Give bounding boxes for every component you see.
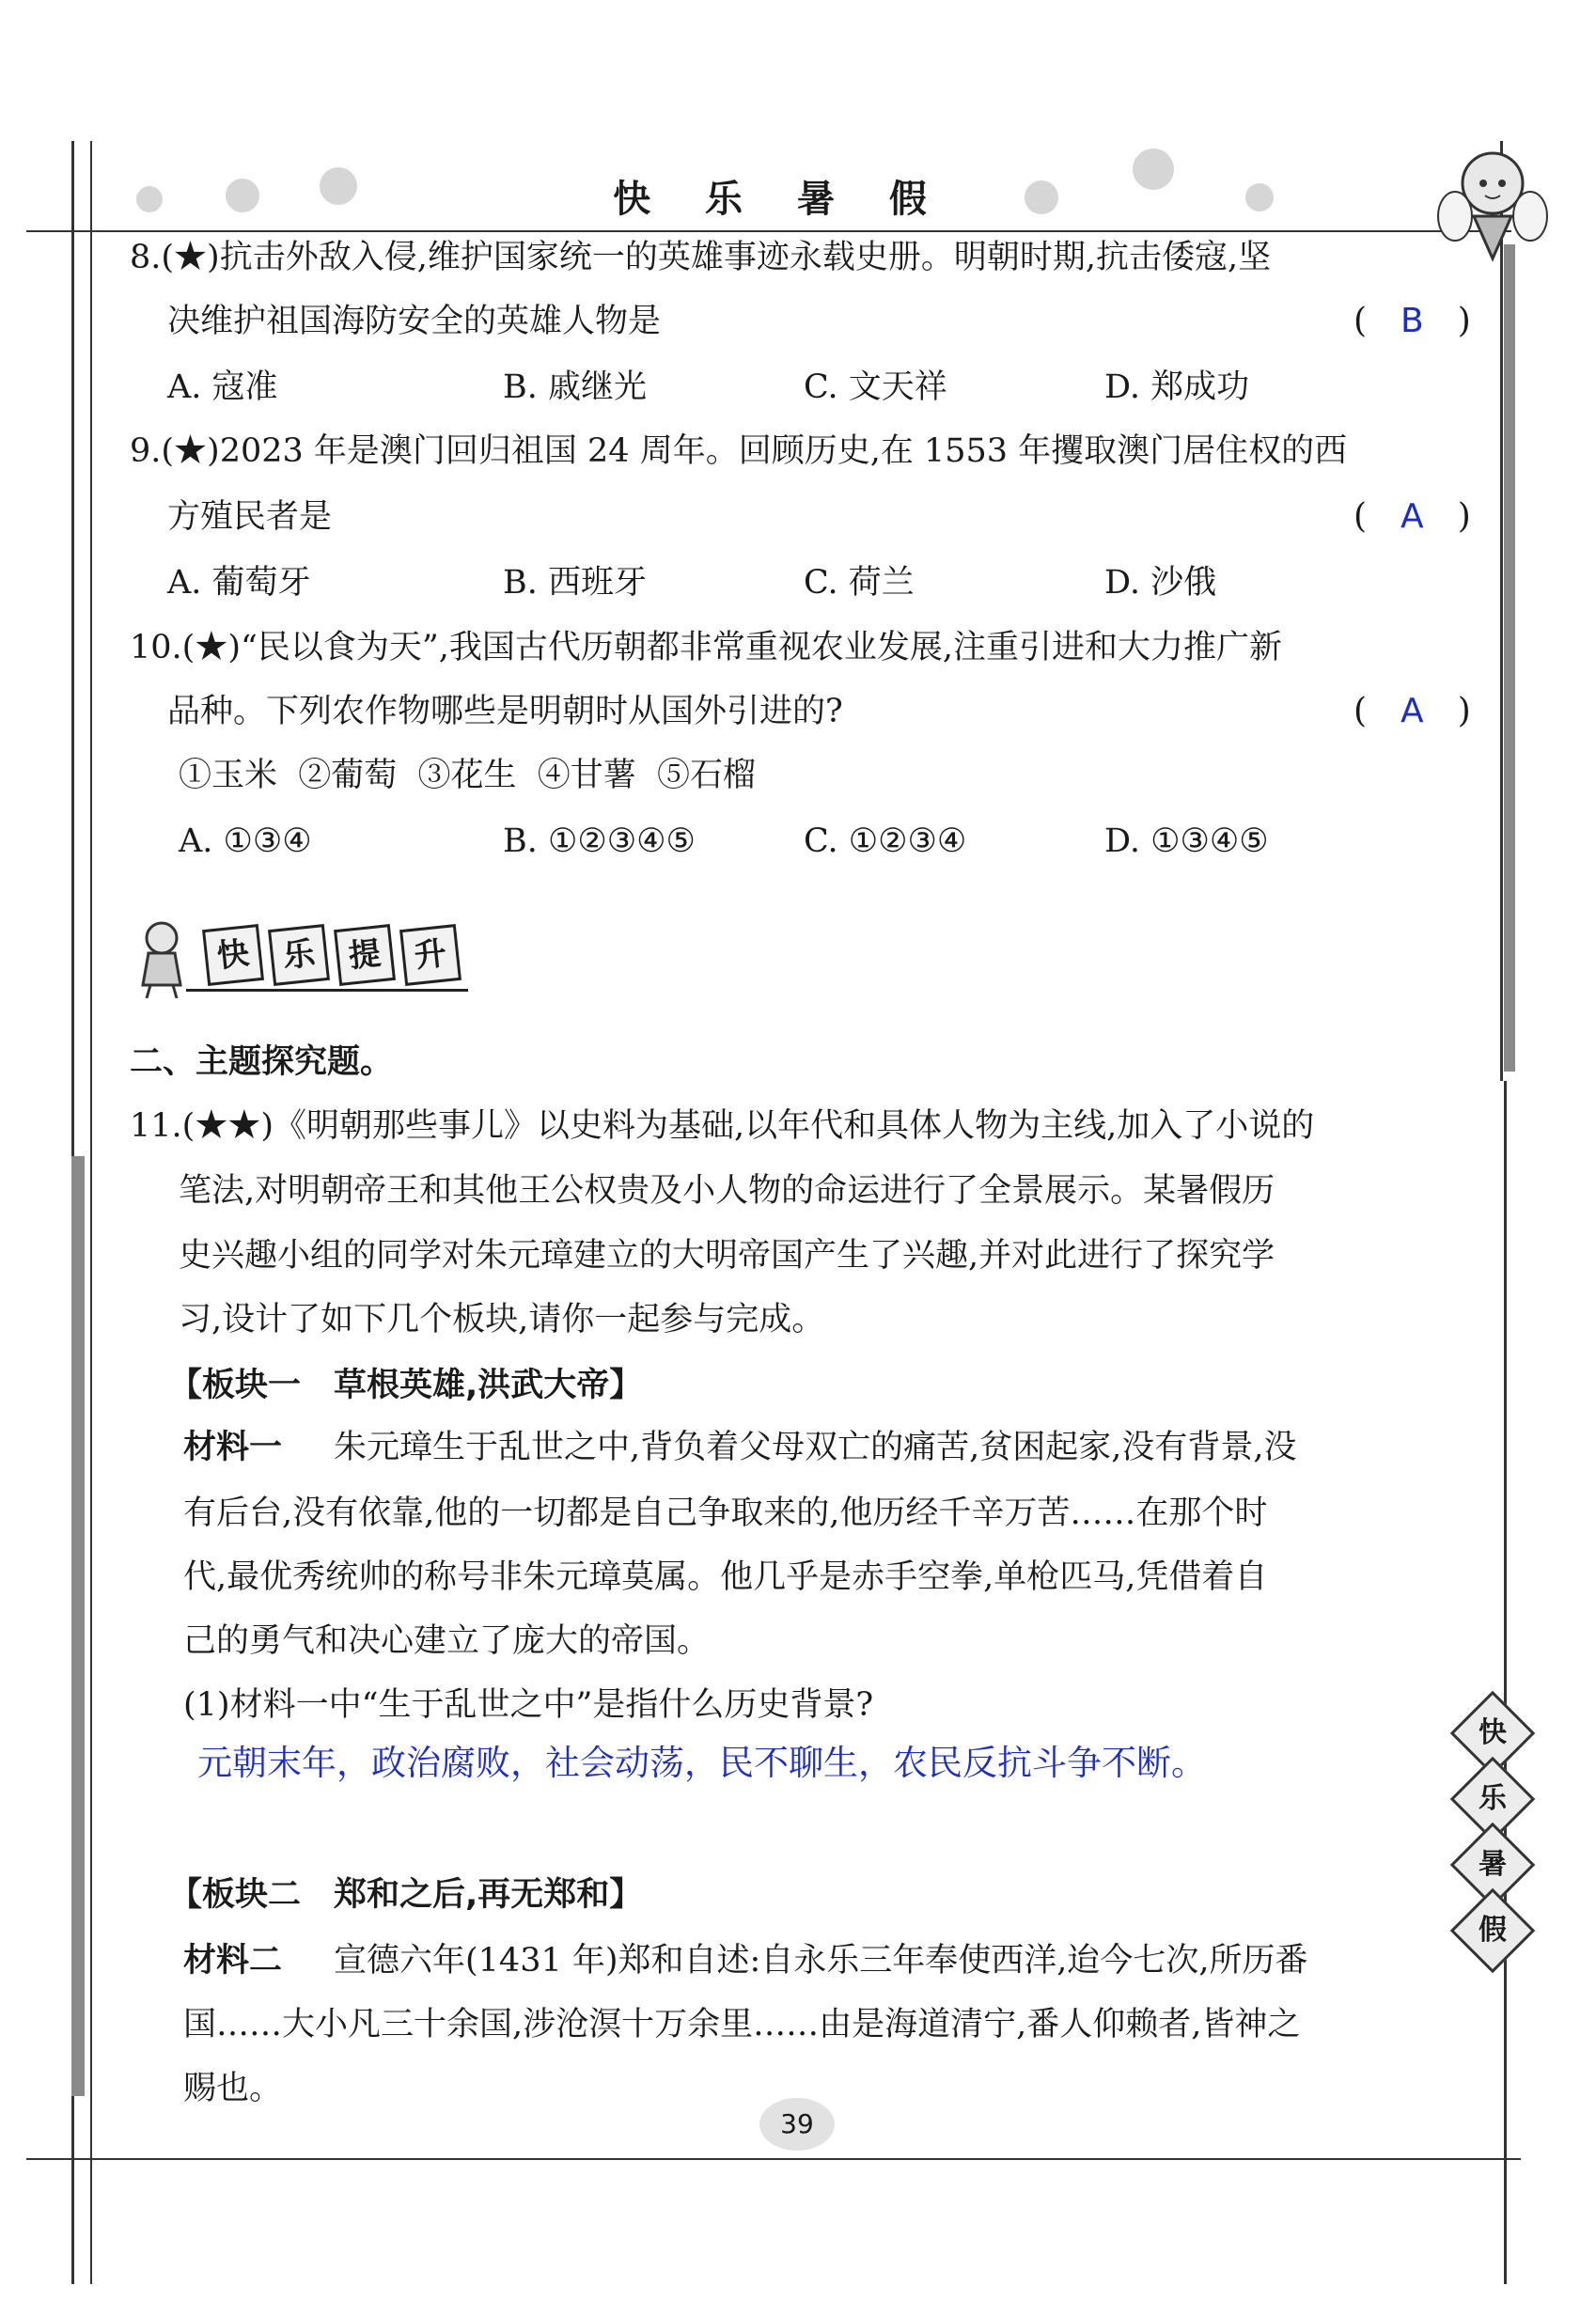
material-1-line1: 朱元璋生于乱世之中,背负着父母双亡的痛苦,贫困起家,没有背景,没: [334, 1429, 1297, 1466]
question-10-line2: 品种。下列农作物哪些是明朝时从国外引进的?: [167, 693, 843, 730]
banner-char: 升: [399, 924, 462, 986]
material-2-line2: 国……大小凡三十余国,涉沧溟十万余里……由是海道清宁,番人仰赖者,皆神之: [183, 2006, 1301, 2043]
banner-char: 乐: [268, 924, 330, 986]
question-10-answer: ( A ): [1353, 692, 1471, 730]
question-9-option-b: B. 西班牙: [503, 564, 647, 602]
fairy-mascot-icon: [1436, 141, 1549, 263]
question-11-line4: 习,设计了如下几个板块,请你一起参与完成。: [179, 1301, 825, 1338]
page-number: 39: [759, 2098, 835, 2151]
question-8-line1: 8.(★)抗击外敌入侵,维护国家统一的英雄事迹永载史册。明朝时期,抗击倭寇,坚: [130, 239, 1272, 276]
question-10-option-a: A. ①③④: [179, 822, 312, 860]
footer-rule: [26, 2158, 1521, 2160]
question-11-line3: 史兴趣小组的同学对朱元璋建立的大明帝国产生了兴趣,并对此进行了探究学: [179, 1237, 1275, 1275]
header-dot: [1245, 183, 1274, 211]
banner-underline: [186, 989, 468, 992]
side-tab: 假: [1450, 1888, 1536, 1974]
side-tab: 暑: [1450, 1823, 1536, 1908]
question-10-option-d: D. ①③④⑤: [1104, 822, 1269, 860]
question-8-line2: 决维护祖国海防安全的英雄人物是: [167, 303, 662, 340]
left-frame-bar: [71, 1156, 85, 2096]
left-frame-line-inner: [90, 141, 92, 2284]
question-8-option-c: C. 文天祥: [804, 368, 947, 406]
material-2-line3: 赐也。: [183, 2070, 283, 2107]
banner-char: 提: [334, 924, 396, 986]
question-11-line2: 笔法,对明朝帝王和其他王公权贵及小人物的命运进行了全景展示。某暑假历: [179, 1172, 1275, 1210]
material-2-line1: 宣德六年(1431 年)郑和自述:自永乐三年奉使西洋,迨今七次,所历番: [334, 1942, 1308, 1980]
header-dot: [1133, 149, 1174, 190]
question-9-option-d: D. 沙俄: [1104, 564, 1217, 602]
right-frame-line: [1500, 141, 1503, 1081]
header-rule: [26, 230, 1511, 232]
question-8-answer: ( B ): [1353, 302, 1471, 340]
question-8-option-b: B. 戚继光: [503, 368, 647, 406]
answer-letter: A: [1400, 497, 1424, 536]
question-8-option-d: D. 郑成功: [1104, 368, 1250, 406]
reading-girl-icon: [130, 919, 196, 998]
material-1-line2: 有后台,没有依靠,他的一切都是自己争取来的,他历经千辛万苦……在那个时: [183, 1495, 1268, 1532]
question-10-items: ①玉米 ②葡萄 ③花生 ④甘薯 ⑤石榴: [179, 757, 757, 794]
sub-answer-1: 元朝末年，政治腐败，社会动荡，民不聊生，农民反抗斗争不断。: [197, 1743, 1206, 1783]
answer-letter: B: [1400, 302, 1424, 340]
question-11-line1: 11.(★★)《明朝那些事儿》以史料为基础,以年代和具体人物为主线,加入了小说的: [130, 1107, 1315, 1145]
material-1-line3: 代,最优秀统帅的称号非朱元璋莫属。他几乎是赤手空拳,单枪匹马,凭借着自: [183, 1558, 1268, 1596]
material-1-label: 材料一: [183, 1429, 283, 1466]
header-dot: [320, 167, 357, 205]
header-dot: [226, 179, 259, 212]
material-2-label: 材料二: [183, 1942, 283, 1980]
side-tab: 乐: [1450, 1757, 1536, 1842]
question-9-answer: ( A ): [1353, 497, 1471, 536]
question-9-option-c: C. 荷兰: [804, 564, 915, 602]
question-9-line2: 方殖民者是: [167, 498, 333, 536]
question-10-option-c: C. ①②③④: [804, 822, 967, 860]
question-10-option-b: B. ①②③④⑤: [503, 822, 696, 860]
section-banner: [130, 919, 468, 994]
section-heading: 二、主题探究题。: [130, 1043, 394, 1081]
sub-question-1: (1)材料一中“生于乱世之中”是指什么历史背景?: [183, 1686, 874, 1724]
header-dot: [136, 186, 163, 212]
question-8-option-a: A. 寇准: [167, 368, 278, 406]
question-9-line1: 9.(★)2023 年是澳门回归祖国 24 周年。回顾历史,在 1553 年攫取澳门居住权的西: [130, 432, 1348, 470]
block-1-title: 【板块一 草根英雄,洪武大帝】: [169, 1367, 643, 1404]
right-frame-bar: [1504, 244, 1515, 1072]
block-2-title: 【板块二 郑和之后,再无郑和】: [169, 1876, 643, 1914]
question-9-option-a: A. 葡萄牙: [167, 564, 311, 602]
header-title: 快 乐 暑 假: [613, 178, 947, 221]
answer-letter: A: [1400, 692, 1424, 730]
side-tab: 快: [1450, 1691, 1536, 1777]
question-10-line1: 10.(★)“民以食为天”,我国古代历朝都非常重视农业发展,注重引进和大力推广新: [130, 629, 1283, 666]
material-1-line4: 己的勇气和决心建立了庞大的帝国。: [183, 1622, 711, 1660]
header-dot: [1025, 180, 1058, 214]
banner-char: 快: [202, 924, 264, 986]
right-frame-lower: [1504, 1081, 1507, 2284]
